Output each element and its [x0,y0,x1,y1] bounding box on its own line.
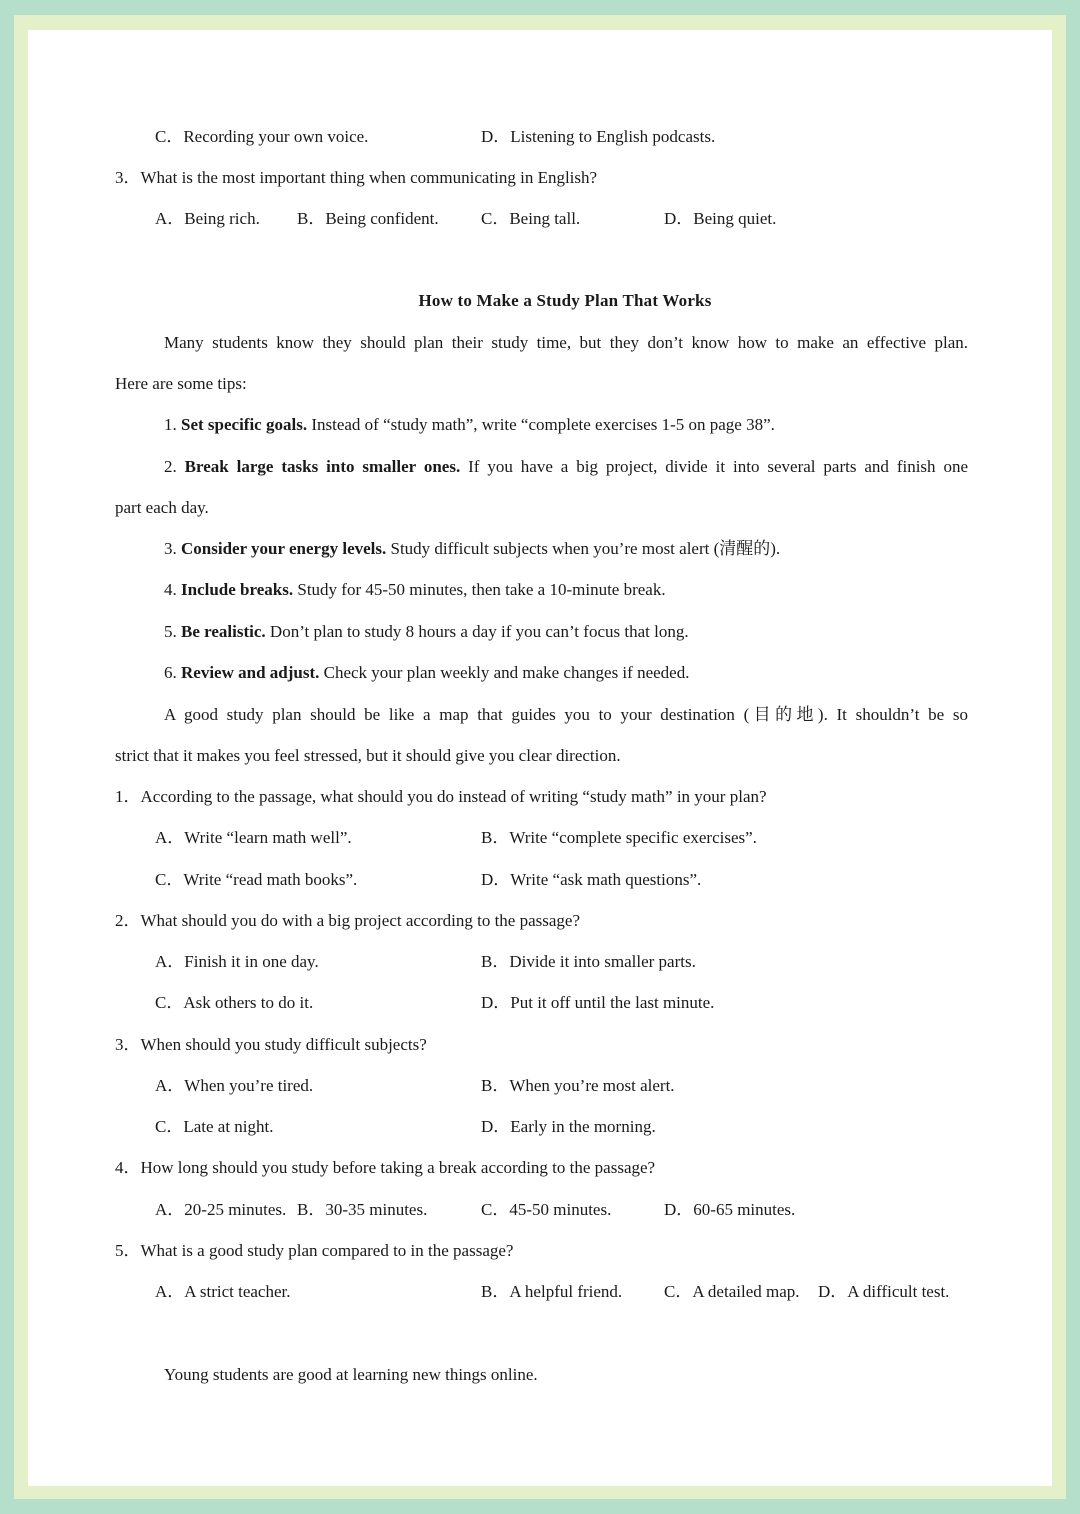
q4-option-c: C．45-50 minutes. [481,1200,612,1219]
tip-2-continuation: part each day. [115,498,209,517]
q5-option-a: A．A strict teacher. [155,1282,291,1301]
q1-option-d: D．Write “ask math questions”. [481,870,702,889]
tip-2-num: 2. [164,457,177,476]
tip-3-heading: Consider your energy levels. [181,539,387,558]
q3-option-c: C．Late at night. [155,1117,274,1136]
prev-q3-stem: 3．What is the most important thing when communicating in English? [115,168,598,187]
closing-line-1: A good study plan should be like a map that guides you to your destination (目的地). It shouldn’t be so [164,705,968,724]
q2-option-b: B．Divide it into smaller parts. [481,952,696,971]
q2-option-a: A．Finish it in one day. [155,952,319,971]
q1-stem: 1．According to the passage, what should you do instead of writing “study math” in your plan? [115,787,767,806]
tip-6 [164,662,689,684]
prev-q3-option-c: C．Being tall. [481,209,581,228]
q5-stem: 5．What is a good study plan compared to in the passage? [115,1241,514,1260]
tip-3 [164,538,780,560]
tip-1 [164,414,775,436]
tip-6-num: 6. [164,663,177,682]
prev-q3-option-b: B．Being confident. [297,209,439,228]
tip-1-num: 1. [164,415,177,434]
tip-1-heading: Set specific goals. [181,415,308,434]
q5-option-b: B．A helpful friend. [481,1282,623,1301]
tip-2 [164,456,968,478]
tip-5-text: Don’t plan to study 8 hours a day if you can’t focus that long. [265,622,689,641]
tip-5-num: 5. [164,622,177,641]
q1-option-c: C．Write “read math books”. [155,870,358,889]
prev-q2-option-d: D．Listening to English podcasts. [481,127,716,146]
q4-option-a: A．20-25 minutes. [155,1200,287,1219]
tip-6-heading: Review and adjust. [181,663,320,682]
q2-option-c: C．Ask others to do it. [155,993,314,1012]
next-passage-first-line: Young students are good at learning new things online. [164,1365,538,1384]
q5-option-c: C．A detailed map. [664,1282,800,1301]
tip-5 [164,621,689,643]
q2-option-d: D．Put it off until the last minute. [481,993,715,1012]
q3-option-b: B．When you’re most alert. [481,1076,675,1095]
prev-q3-option-a: A．Being rich. [155,209,260,228]
q4-option-d: D．60-65 minutes. [664,1200,796,1219]
closing-line-2: strict that it makes you feel stressed, but it should give you clear direction. [115,746,621,765]
tip-4 [164,579,666,601]
q5-option-d: D．A difficult test. [818,1282,950,1301]
tip-2-text: If you have a big project, divide it into several parts and finish one [460,457,969,476]
passage-title: How to Make a Study Plan That Works [418,291,712,310]
q3-option-d: D．Early in the morning. [481,1117,656,1136]
tip-4-heading: Include breaks. [181,580,294,599]
prev-q2-option-c: C．Recording your own voice. [155,127,369,146]
q4-stem: 4．How long should you study before taking a break according to the passage? [115,1158,656,1177]
intro-line-1: Many students know they should plan their study time, but they don’t know how to make an effective plan. [164,333,968,352]
q3-option-a: A．When you’re tired. [155,1076,314,1095]
q4-option-b: B．30-35 minutes. [297,1200,428,1219]
tip-2-heading: Break large tasks into smaller ones. [184,457,461,476]
intro-line-2: Here are some tips: [115,374,247,393]
q3-stem: 3．When should you study difficult subjects? [115,1035,427,1054]
tip-3-num: 3. [164,539,177,558]
q1-option-a: A．Write “learn math well”. [155,828,352,847]
tip-1-text: Instead of “study math”, write “complete exercises 1-5 on page 38”. [307,415,775,434]
tip-4-text: Study for 45-50 minutes, then take a 10-minute break. [293,580,666,599]
q2-stem: 2．What should you do with a big project according to the passage? [115,911,581,930]
tip-3-text: Study difficult subjects when you’re most alert (清醒的). [386,539,781,558]
tip-6-text: Check your plan weekly and make changes if needed. [319,663,690,682]
q1-option-b: B．Write “complete specific exercises”. [481,828,757,847]
tip-4-num: 4. [164,580,177,599]
tip-5-heading: Be realistic. [181,622,266,641]
prev-q3-option-d: D．Being quiet. [664,209,777,228]
